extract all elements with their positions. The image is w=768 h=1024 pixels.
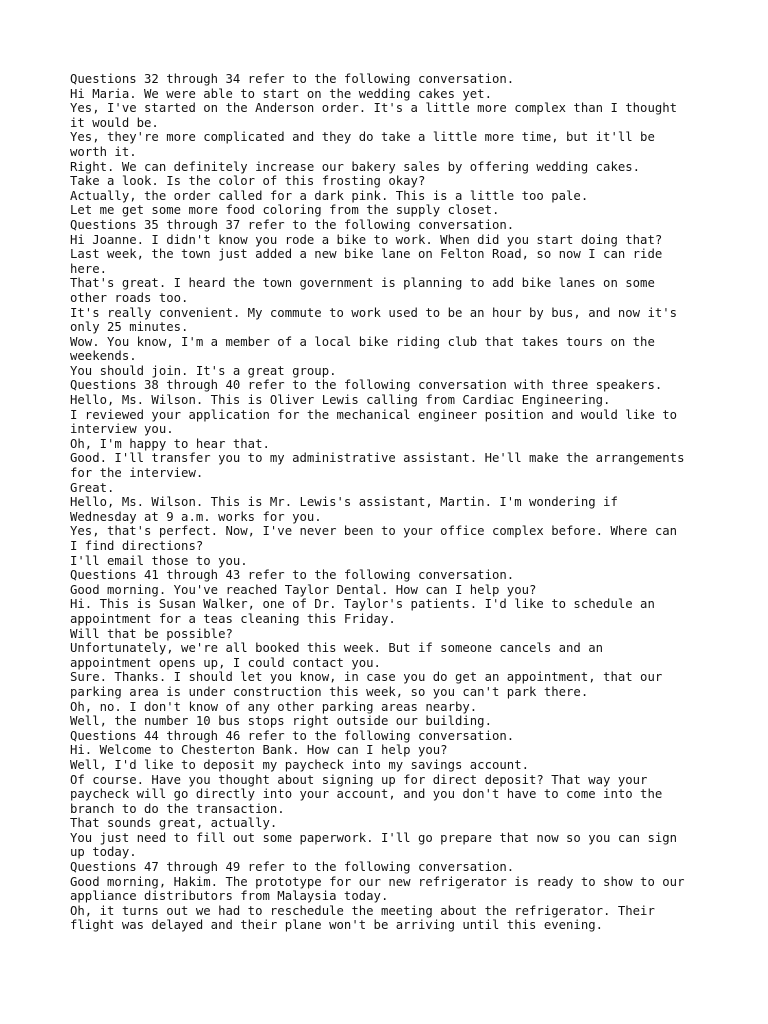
text-line: Hi Joanne. I didn't know you rode a bike to work. When did you start doing that? <box>70 232 663 247</box>
transcript-text <box>70 72 700 933</box>
text-line: Wow. You know, I'm a member of a local bike riding club that takes tours on the <box>70 334 655 349</box>
text-line: You just need to fill out some paperwork. I'll go prepare that now so you can sign <box>70 830 678 845</box>
text-line: You should join. It's a great group. <box>70 363 337 378</box>
text-line: Hi Maria. We were able to start on the wedding cakes yet. <box>70 86 492 101</box>
text-line: I'll email those to you. <box>70 553 248 568</box>
text-line: Great. <box>70 480 115 495</box>
text-line: Hi. This is Susan Walker, one of Dr. Taylor's patients. I'd like to schedule an <box>70 597 655 612</box>
text-line: parking area is under construction this week, so you can't park there. <box>70 684 589 699</box>
text-line: interview you. <box>70 422 174 437</box>
text-line: Good morning, Hakim. The prototype for our new refrigerator is ready to show to our <box>70 874 685 889</box>
text-line: Wednesday at 9 a.m. works for you. <box>70 509 322 524</box>
text-line: appliance distributors from Malaysia today. <box>70 889 389 904</box>
text-line: Questions 35 through 37 refer to the following conversation. <box>70 217 515 232</box>
text-line: It's really convenient. My commute to work used to be an hour by bus, and now it's <box>70 305 678 320</box>
text-line: Oh, no. I don't know of any other parking areas nearby. <box>70 699 478 714</box>
text-line: paycheck will go directly into your account, and you don't have to come into the <box>70 787 663 802</box>
text-line: Of course. Have you thought about signing up for direct deposit? That way your <box>70 772 648 787</box>
text-line: Oh, it turns out we had to reschedule the meeting about the refrigerator. Their <box>70 903 655 918</box>
text-line: Will that be possible? <box>70 626 233 641</box>
text-line: for the interview. <box>70 466 204 481</box>
text-line: Well, the number 10 bus stops right outside our building. <box>70 714 492 729</box>
text-line: Good. I'll transfer you to my administrative assistant. He'll make the arrangements <box>70 451 685 466</box>
text-line: Questions 38 through 40 refer to the following conversation with three speakers. <box>70 378 663 393</box>
text-line: weekends. <box>70 349 137 364</box>
text-line: Good morning. You've reached Taylor Dental. How can I help you? <box>70 582 537 597</box>
text-line: Yes, they're more complicated and they do take a little more time, but it'll be <box>70 130 655 145</box>
text-line: Take a look. Is the color of this frosting okay? <box>70 174 426 189</box>
text-line: other roads too. <box>70 290 189 305</box>
text-line: Let me get some more food coloring from the supply closet. <box>70 203 500 218</box>
text-line: it would be. <box>70 115 159 130</box>
text-line: Hello, Ms. Wilson. This is Mr. Lewis's assistant, Martin. I'm wondering if <box>70 495 618 510</box>
text-line: I reviewed your application for the mechanical engineer position and would like to <box>70 407 678 422</box>
text-line: flight was delayed and their plane won't be arriving until this evening. <box>70 918 604 933</box>
text-line: That's great. I heard the town government is planning to add bike lanes on some <box>70 276 655 291</box>
text-line: Unfortunately, we're all booked this week. But if someone cancels and an <box>70 641 604 656</box>
text-line: branch to do the transaction. <box>70 801 285 816</box>
text-line: appointment for a teas cleaning this Friday. <box>70 611 396 626</box>
text-line: Yes, I've started on the Anderson order. It's a little more complex than I thought <box>70 101 678 116</box>
text-line: I find directions? <box>70 539 204 553</box>
text-line: Well, I'd like to deposit my paycheck into my savings account. <box>70 757 530 772</box>
text-line: Yes, that's perfect. Now, I've never been to your office complex before. Where can <box>70 524 678 539</box>
text-line: Questions 41 through 43 refer to the following conversation. <box>70 568 515 583</box>
transcript-page <box>70 72 700 933</box>
text-line: Actually, the order called for a dark pink. This is a little too pale. <box>70 188 589 203</box>
text-line: Hello, Ms. Wilson. This is Oliver Lewis calling from Cardiac Engineering. <box>70 393 611 408</box>
text-line: Questions 47 through 49 refer to the following conversation. <box>70 860 515 875</box>
text-line: Questions 44 through 46 refer to the following conversation. <box>70 728 515 743</box>
text-line: here. <box>70 261 108 276</box>
text-line: That sounds great, actually. <box>70 816 278 831</box>
text-line: up today. <box>70 845 137 860</box>
text-line: Hi. Welcome to Chesterton Bank. How can I help you? <box>70 743 448 758</box>
text-line: Last week, the town just added a new bike lane on Felton Road, so now I can ride <box>70 247 663 262</box>
text-line: Right. We can definitely increase our bakery sales by offering wedding cakes. <box>70 159 641 174</box>
text-line: only 25 minutes. <box>70 320 189 335</box>
text-line: worth it. <box>70 144 137 159</box>
text-line: appointment opens up, I could contact you. <box>70 655 381 670</box>
text-line: Questions 32 through 34 refer to the following conversation. <box>70 72 515 86</box>
text-line: Oh, I'm happy to hear that. <box>70 436 270 451</box>
text-line: Sure. Thanks. I should let you know, in case you do get an appointment, that our <box>70 670 663 685</box>
